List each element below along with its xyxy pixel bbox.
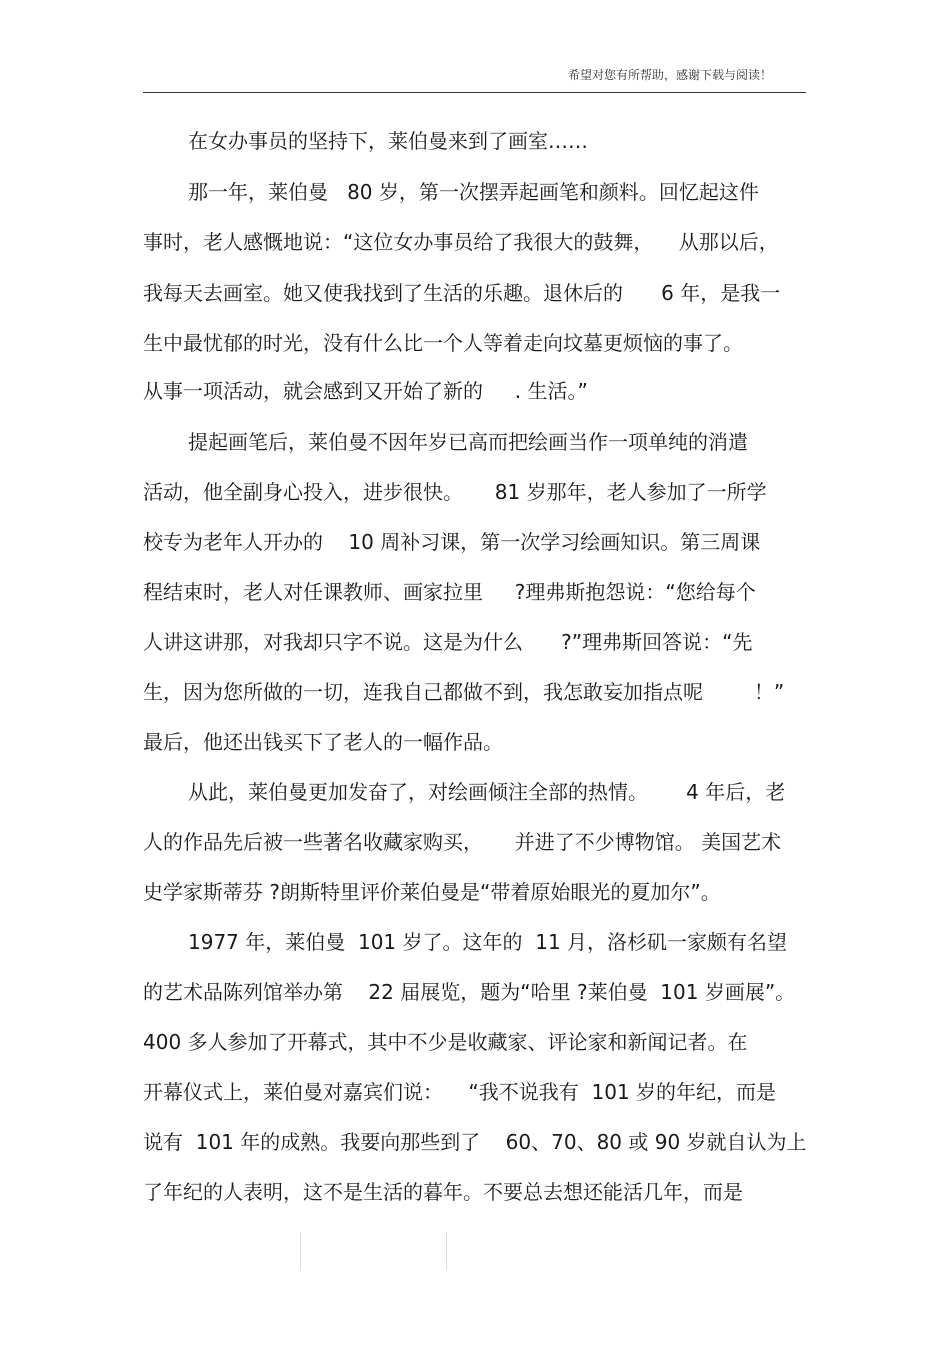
text-line: 活动，他全副身心投入，进步很快。 81 岁那年，老人参加了一所学 (143, 480, 767, 504)
text-line: 人的作品先后被一些著名收藏家购买， 并进了不少博物馆。 美国艺术 (143, 830, 782, 854)
text-line: 生，因为您所做的一切，连我自己都做不到，我怎敢妄加指点呢 ！” (143, 680, 785, 704)
text-line: 我每天去画室。她又使我找到了生活的乐趣。退休后的 6 年，是我一 (143, 281, 781, 305)
text-line: 最后，他还出钱买下了老人的一幅作品。 (143, 730, 503, 754)
footer-divider (300, 1232, 301, 1270)
footer-divider (446, 1232, 447, 1270)
text-line: 提起画笔后，莱伯曼不因年岁已高而把绘画当作一项单纯的消遣 (188, 430, 748, 454)
text-line: 的艺术品陈列馆举办第 22 届展览，题为“哈里 ?莱伯曼 101 岁画展”。 (143, 980, 796, 1004)
text-line: 说有 101 年的成熟。我要向那些到了 60、70、80 或 90 岁就自认为上 (143, 1130, 807, 1154)
page-header (143, 62, 806, 93)
text-line: 从此，莱伯曼更加发奋了，对绘画倾注全部的热情。 4 年后，老 (188, 780, 786, 804)
text-line: 人讲这讲那，对我却只字不说。这是为什么 ?”理弗斯回答说：“先 (143, 630, 753, 654)
text-line: 开幕仪式上，莱伯曼对嘉宾们说： “我不说我有 101 岁的年纪，而是 (143, 1080, 777, 1104)
text-line: 史学家斯蒂芬 ?朗斯特里评价莱伯曼是“带着原始眼光的夏加尔”。 (143, 880, 721, 904)
text-line: 400 多人参加了开幕式，其中不少是收藏家、评论家和新闻记者。在 (143, 1030, 748, 1054)
text-line: 那一年，莱伯曼 80 岁，第一次摆弄起画笔和颜料。回忆起这件 (188, 180, 759, 204)
text-line: 从事一项活动，就会感到又开始了新的 . 生活。” (143, 379, 588, 403)
text-line: 了年纪的人表明，这不是生活的暮年。不要总去想还能活几年，而是 (143, 1180, 743, 1204)
header-text: 希望对您有所帮助，感谢下载与阅读！ (567, 68, 772, 82)
text-line: 校专为老年人开办的 10 周补习课，第一次学习绘画知识。第三周课 (143, 530, 761, 554)
text-line: 生中最忧郁的时光，没有什么比一个人等着走向坟墓更烦恼的事了。 (143, 331, 743, 355)
text-line: 程结束时，老人对任课教师、画家拉里 ?理弗斯抱怨说：“您给每个 (143, 580, 756, 604)
text-line: 事时，老人感慨地说：“这位女办事员给了我很大的鼓舞， 从那以后， (143, 230, 779, 254)
text-line: 1977 年，莱伯曼 101 岁了。这年的 11 月，洛杉矶一家颇有名望 (188, 930, 788, 954)
text-line: 在女办事员的坚持下，莱伯曼来到了画室…… (188, 129, 588, 153)
